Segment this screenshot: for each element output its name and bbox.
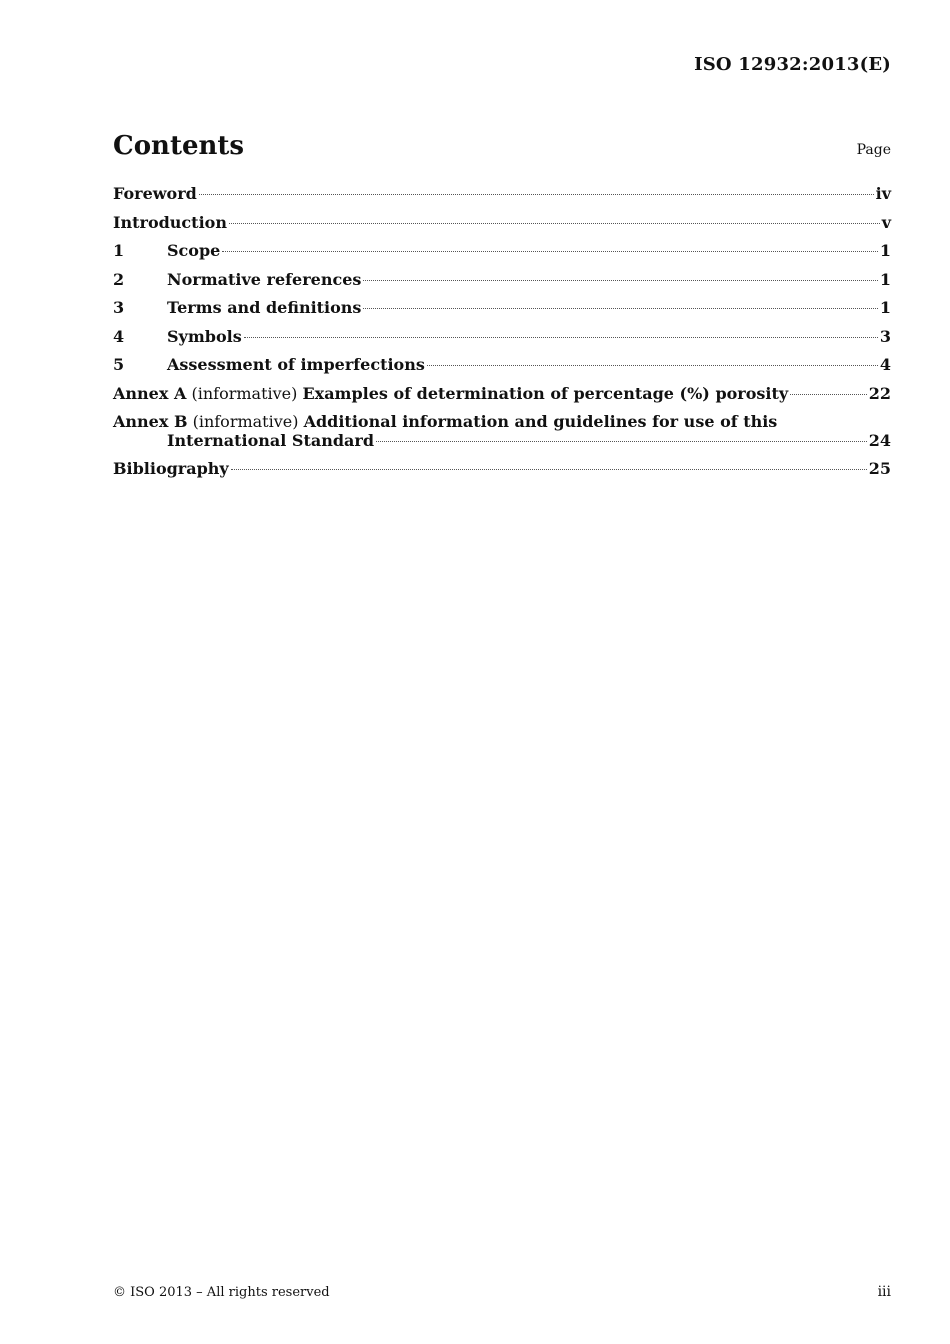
toc-list [113,184,891,488]
toc-entry-terms-and-definitions[interactable] [113,298,891,327]
annex-label: Annex B [113,412,188,431]
toc-entry-title: Symbols [167,326,242,346]
toc-entry-page: 25 [868,459,891,478]
toc-entry-page: 24 [868,431,891,450]
dot-leader [363,308,877,309]
toc-entry-page: v [881,212,891,232]
toc-entry-symbols[interactable] [113,327,891,356]
toc-entry-number: 1 [113,241,125,260]
dot-leader [376,441,867,442]
dot-leader [199,194,874,195]
page-column-label: Page [856,142,891,158]
toc-entry-page: 1 [879,241,891,260]
toc-entry-title: Assessment of imperfections [167,355,425,374]
toc-entry-normative-references[interactable] [113,270,891,299]
toc-entry-title: Normative references [167,269,362,289]
toc-entry-number: 2 [113,269,125,289]
toc-entry-page: 3 [879,326,891,346]
toc-entry-title: Bibliography [113,459,229,478]
page-number: iii [877,1284,891,1300]
copyright-notice: © ISO 2013 – All rights reserved [113,1285,330,1300]
toc-entry-title: Scope [167,241,221,260]
toc-entry-title: Foreword [113,184,197,203]
toc-entry-page: 1 [879,298,891,317]
toc-entry-scope[interactable] [113,241,891,270]
toc-entry-foreword[interactable] [113,184,891,213]
annex-type: (informative) [191,383,298,403]
dot-leader [790,394,867,395]
toc-entry-page: iv [875,184,891,203]
annex-label: Annex A [113,383,187,403]
dot-leader [427,365,878,366]
document-id: ISO 12932:2013(E) [694,54,891,75]
dot-leader [244,337,878,338]
toc-entry-number: 4 [113,326,125,346]
dot-leader [231,469,867,470]
toc-entry-number: 5 [113,355,125,374]
toc-header [113,131,891,161]
toc-entry-assessment-of-imperfections[interactable] [113,355,891,384]
toc-entry-number: 3 [113,298,125,317]
toc-entry-line [113,412,891,431]
toc-entry-bibliography[interactable] [113,459,891,488]
toc-entry-page: 22 [868,383,891,403]
toc-entry-introduction[interactable] [113,213,891,242]
toc-entry-title: Terms and definitions [167,298,362,317]
dot-leader [363,280,877,281]
dot-leader [229,223,880,224]
toc-entry-page: 1 [879,269,891,289]
annex-type: (informative) [192,412,299,431]
toc-entry-title: Introduction [113,212,227,232]
toc-entry-line [113,431,891,459]
toc-entry-title: Additional information and guidelines for use of this [303,412,778,431]
toc-entry-annex-b[interactable] [113,412,891,459]
toc-entry-annex-a[interactable] [113,384,891,413]
dot-leader [222,251,878,252]
toc-entry-title: Examples of determination of percentage (%) porosity [302,383,789,403]
toc-title: Contents [113,131,245,161]
toc-entry-title-continued: International Standard [167,431,375,450]
toc-entry-page: 4 [879,355,891,374]
